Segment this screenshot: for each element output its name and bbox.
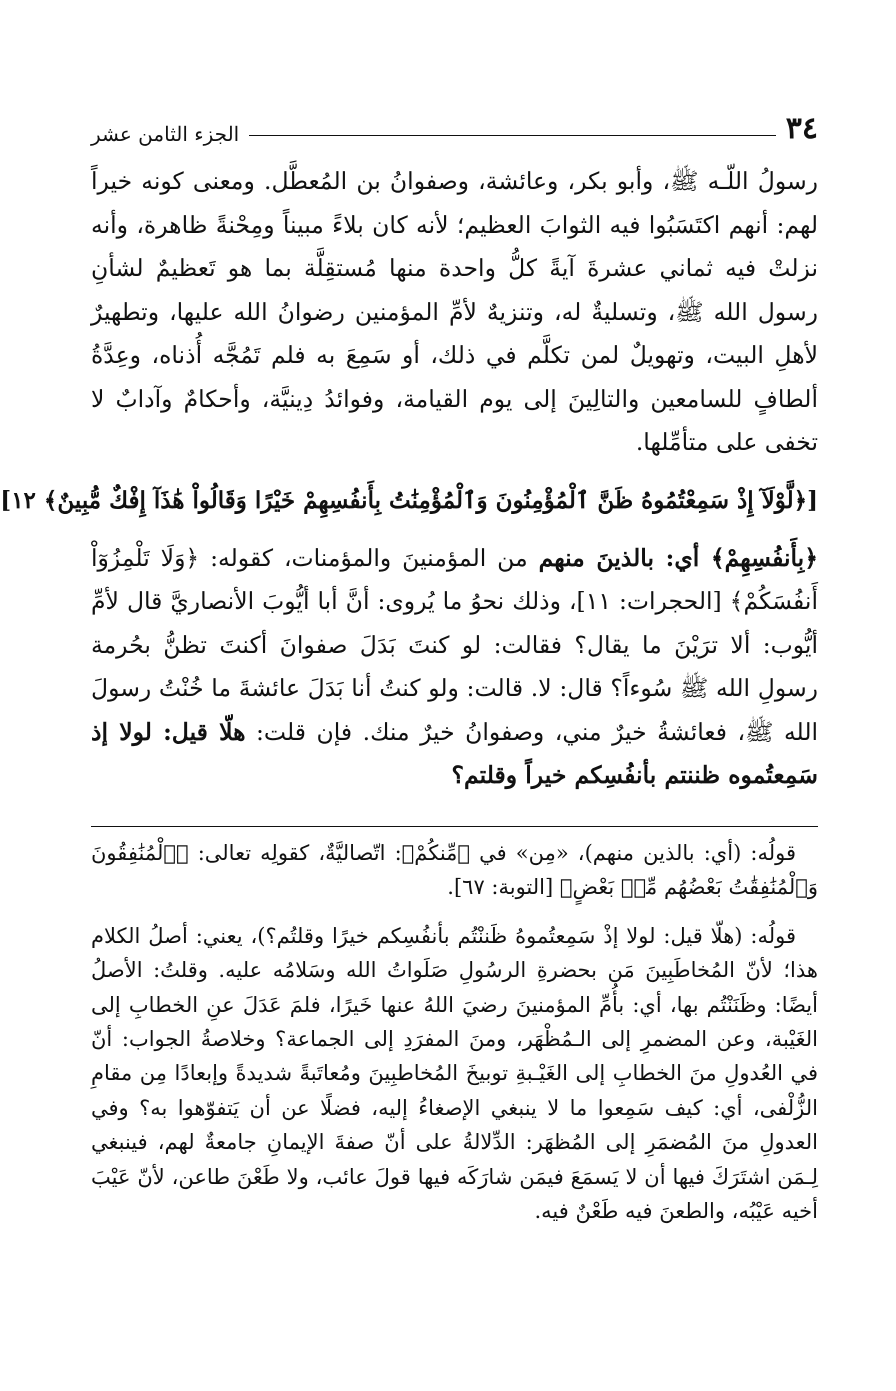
footnote-1: قولُه: (أي: بالذين منهم)، «مِن» في ﴿مِّنكُمْ﴾: اتّصاليَّةٌ، كقولِه تعالى: ﴿ٱلْمُنَٰفِقُونَ وَٱلْمُنَٰفِقَٰتُ بَعْضُهُم مِّنۢ بَعْضٍ﴾ [التوبة: ٦٧]. <box>91 841 818 900</box>
footnote-divider <box>91 826 818 827</box>
commentary-paragraph <box>91 537 818 798</box>
page-header <box>91 98 818 144</box>
page-number: ٣٤ <box>785 111 818 146</box>
header-rule <box>249 135 776 136</box>
commentary-question: هلّا قيل: لولا إذ سَمِعتُموه ظننتم بأنفُسِكم خيراً وقلتم؟ <box>91 717 818 789</box>
footnote-2: قولُه: (هلّا قيل: لولا إذْ سَمِعتُموهُ ظَننْتُم بأنفُسِكم خيرًا وقلتُم؟)، يعني: أصلُ الكلام هذا؛ لأنّ المُخاطَبِينَ مَن بحضرةِ الرسُولِ صَلَواتُ الله وسَلامُه عليه. وقلتُ: الأصلُ أيضًا: وظَنَنْتُم بها، أي: بأُمِّ المؤمنينَ رضيَ اللهُ عنها خَيرًا، فلمَ عَدَلَ عنِ الخطابِ إلى الغَيْبة، وعن المضمرِ إلى الـمُظْهَر، ومنَ المفرَدِ إلى الجماعة؟ وخلاصةُ الجواب: أنّ في العُدولِ منَ الخطابِ إلى الغَيْـبةِ توبيخَ المُخاطبِينَ ومُعاتَبةً شديدةً وإبعادًا مِن مقامِ الزُّلْفى، أي: كيف سَمِعوا ما لا ينبغي الإصغاءُ إليه، فضلًا عن أن يَتفوّهوا به؟ وفي العدولِ منَ المُضمَرِ إلى المُظهَر: الدِّلالةُ على أنّ صفةَ الإيمانِ جامعةٌ لهم، فينبغي لِـمَن اشتَرَكَ فيها أن لا يَسمَعَ فيمَن شارَكَه فيها قولَ عائب، ولا طَعْنَ طاعن، لأنّ عَيْبَ أخيه عَيْبُه، والطعنَ فيه طَعْنٌ فيه. <box>91 923 818 1224</box>
main-paragraph: رسولُ اللّـه ﷺ، وأبو بكر، وعائشة، وصفوانُ بن المُعطَّل. ومعنى كونه خيراً لهم: أنهم اكتَسَبُوا فيه الثوابَ العظيم؛ لأنه كان بلاءً مبيناً ومِحْنةً ظاهرة، وأنه نزلتْ فيه ثماني عشرةَ آيةً كلُّ واحدة منها مُستقِلَّة بما هو تَعظيمٌ لشأنِ رسول الله ﷺ، وتسليةٌ له، وتنزيهٌ لأمِّ المؤمنين رضوانُ الله عليها، وتطهيرٌ لأهلِ البيت، وتهويلٌ لمن تكلَّم في ذلك، أو سَمِعَ به فلم تَمُجَّه أُذناه، وعِدَّةُ ألطافٍ للسامعين والتالِينَ إلى يوم القيامة، وفوائدُ دِينيَّة، وأحكامٌ وآدابٌ لا تخفى على متأمِّلها. <box>91 167 818 456</box>
main-text <box>0 160 819 798</box>
commentary-term: ﴿بِأَنفُسِهِمْ﴾ أي: بالذينَ منهم <box>538 543 818 572</box>
footnotes <box>91 836 818 1228</box>
part-title: الجزء الثامن عشر <box>91 122 240 146</box>
quran-verse: [﴿لَّوْلَآ إِذْ سَمِعْتُمُوهُ ظَنَّ ٱلْمُؤْمِنُونَ وَٱلْمُؤْمِنَٰتُ بِأَنفُسِهِمْ خَيْرًا وَقَالُواْ هَٰذَآ إِفْكٌ مُّبِينٌ﴾ ١٢] <box>0 486 818 514</box>
commentary-text: من المؤمنينَ والمؤمنات، كقوله: ﴿وَلَا تَلْمِزُوٓاْ أَنفُسَكُمْ﴾ [الحجرات: ١١]، وذلك نحوُ ما يُروى: أنَّ أبا أيُّوبَ الأنصاريَّ قال لأمِّ أيُّوب: ألا ترَيْنَ ما يقال؟ فقالت: لو كنتَ بَدَلَ صفوانَ أكنتَ تظنُّ بحُرمة رسولِ الله ﷺ سُوءاً؟ قال: لا. قالت: ولو كنتُ أنا بَدَلَ عائشةَ ما خُنْتُ رسولَ الله ﷺ، فعائشةُ خيرٌ مني، وصفوانُ خيرٌ منك. فإن قلت: <box>91 543 819 746</box>
